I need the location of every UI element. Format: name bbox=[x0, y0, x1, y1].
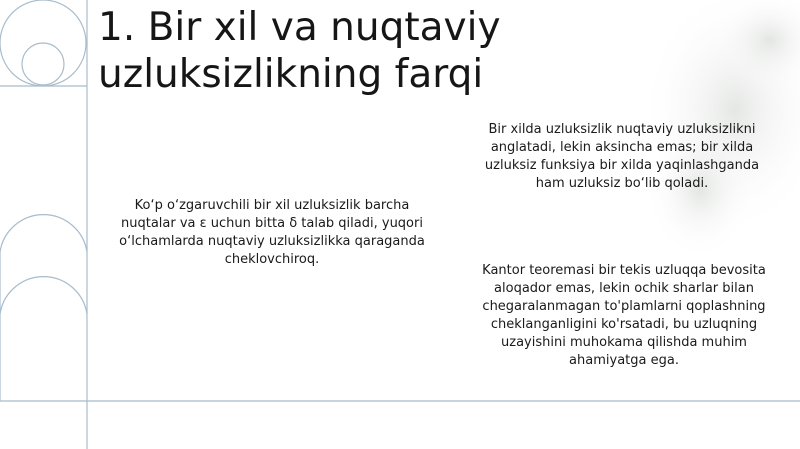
slide-title: 1. Bir xil va nuqtaviy uzluksizlikning farqi bbox=[98, 5, 501, 97]
text-block-left: Ko‘p o‘zgaruvchili bir xil uzluksizlik barcha nuqtalar va ε uchun bitta δ talab qiladi, yuqori o‘lchamlarda nuqtaviy uzluksizlikka qaraganda cheklovchiroq. bbox=[119, 198, 425, 267]
text-block-right-bottom: Kantor teoremasi bir tekis uzluqqa bevosita aloqador emas, lekin ochik sharlar bilan chegaralanmagan to'plamlarni qoplashning cheklanganligini ko'rsatadi, bu uzluqning uzayishini muhokama qilishda muhim ahamiyatga ega. bbox=[482, 263, 766, 368]
upper-arch bbox=[0, 215, 87, 252]
lower-arch bbox=[0, 277, 87, 314]
inner-circle bbox=[22, 43, 64, 85]
text-block-right-top: Bir xilda uzluksizlik nuqtaviy uzluksizlikni anglatadi, lekin aksincha emas; bir xilda uzluksiz funksiya bir xilda yaqinlashganda ham uzluksiz bo‘lib qoladi. bbox=[484, 122, 760, 191]
